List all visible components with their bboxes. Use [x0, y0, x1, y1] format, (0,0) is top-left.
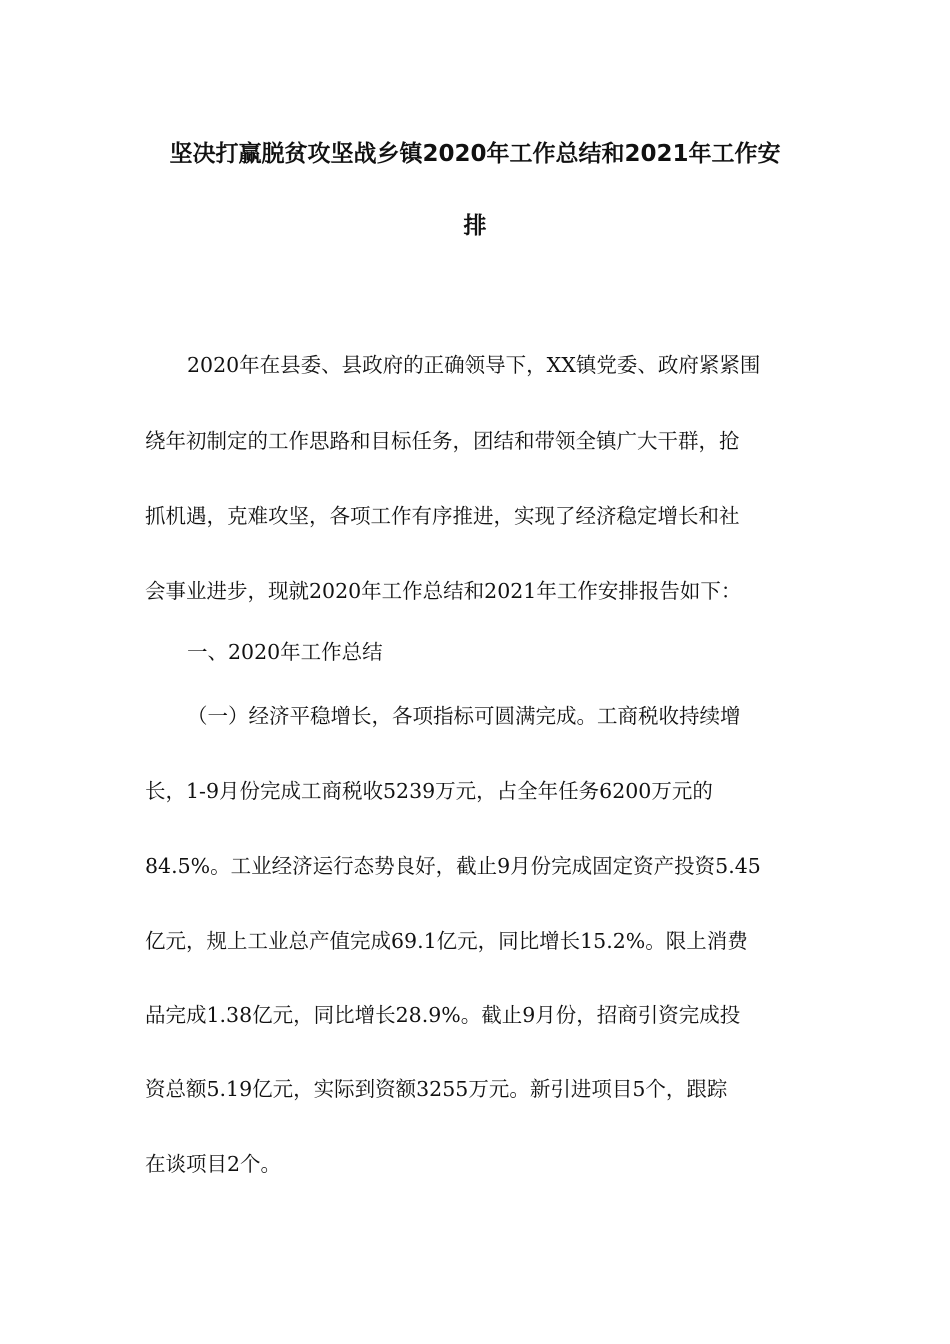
paragraph-2-line-3: 84.5%。工业经济运行态势良好，截止9月份完成固定资产投资5.45: [145, 854, 761, 878]
paragraph-2-line-4: 亿元，规上工业总产值完成69.1亿元，同比增长15.2%。限上消费: [145, 929, 748, 953]
paragraph-2-line-1: （一）经济平稳增长，各项指标可圆满完成。工商税收持续增: [187, 704, 741, 728]
paragraph-1-line-1: 2020年在县委、县政府的正确领导下，XX镇党委、政府紧紧围: [187, 353, 761, 377]
paragraph-2-line-6: 资总额5.19亿元，实际到资额3255万元。新引进项目5个，跟踪: [145, 1077, 728, 1101]
paragraph-1-line-3: 抓机遇，克难攻坚，各项工作有序推进，实现了经济稳定增长和社: [145, 504, 740, 528]
paragraph-1-line-2: 绕年初制定的工作思路和目标任务，团结和带领全镇广大干群，抢: [145, 429, 740, 453]
paragraph-2-line-5: 品完成1.38亿元，同比增长28.9%。截止9月份，招商引资完成投: [145, 1003, 741, 1027]
section-heading: 一、2020年工作总结: [187, 640, 383, 664]
paragraph-2-line-2: 长，1-9月份完成工商税收5239万元，占全年任务6200万元的: [145, 779, 713, 803]
paragraph-2-line-7: 在谈项目2个。: [145, 1152, 282, 1176]
paragraph-1-line-4: 会事业进步，现就2020年工作总结和2021年工作安排报告如下：: [145, 579, 742, 603]
document-title-line-2: 排: [463, 213, 487, 239]
document-title-line-1: 坚决打赢脱贫攻坚战乡镇2020年工作总结和2021年工作安: [169, 141, 781, 167]
